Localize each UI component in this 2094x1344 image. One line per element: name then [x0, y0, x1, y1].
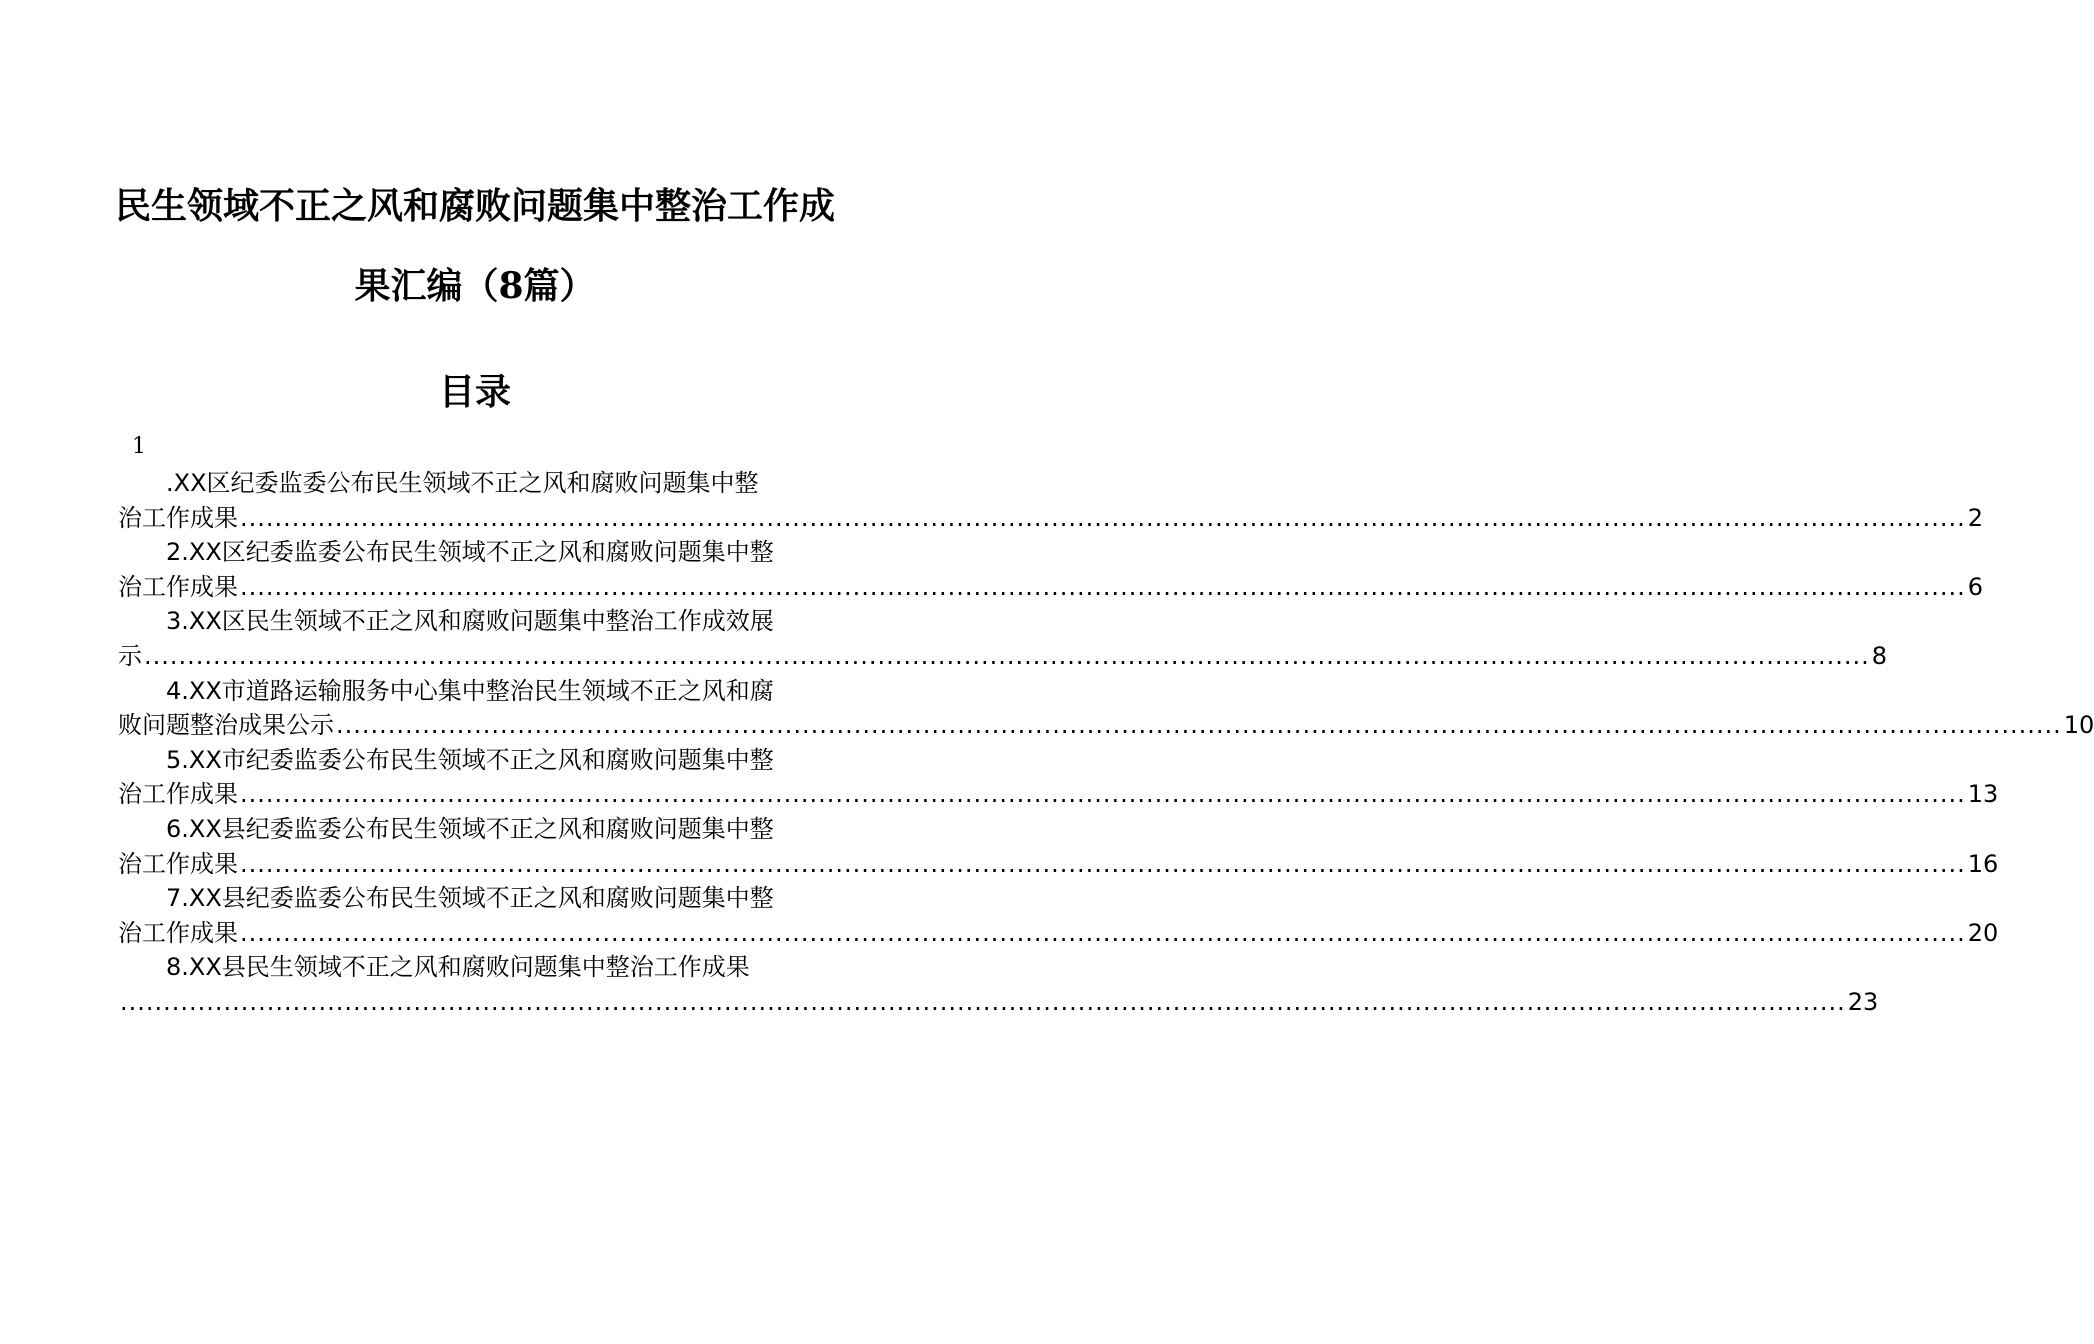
toc-entry-title[interactable]: .XX区纪委监委公布民生领域不正之风和腐败问题集中整 [166, 469, 759, 497]
toc-entry-title[interactable]: 2.XX区纪委监委公布民生领域不正之风和腐败问题集中整 [166, 538, 774, 567]
toc-page-number[interactable]: 23 [1847, 987, 1879, 1016]
toc-entry-4[interactable] [118, 674, 2094, 743]
toc-entry-title-cont[interactable]: 治工作成果 [118, 572, 238, 601]
dot-leader: ........................................................................................................................................................................................................ [240, 849, 1966, 878]
toc-entry-title-cont[interactable]: 治工作成果 [118, 849, 238, 878]
toc-page-number[interactable]: 13 [1967, 780, 1999, 809]
toc-page-number[interactable]: 2 [1967, 503, 1984, 532]
document-title [110, 166, 840, 326]
toc-entry-title-cont[interactable]: 治工作成果 [118, 503, 238, 532]
toc-heading: 目录 [438, 371, 511, 413]
table-of-contents [118, 466, 2094, 1020]
toc-entry-1[interactable] [118, 466, 1984, 535]
dot-leader: ........................................................................................................................................................................................................ [336, 711, 2062, 740]
dot-leader: ........................................................................................................................................................................................................ [240, 918, 1966, 947]
document-title-line-1: 民生领域不正之风和腐败问题集中整治工作成 [114, 185, 835, 227]
dot-leader: ........................................................................................................................................................................................................ [144, 641, 1870, 670]
toc-page-number[interactable]: 20 [1967, 918, 1999, 947]
toc-entry-title[interactable]: 4.XX市道路运输服务中心集中整治民生领域不正之风和腐 [166, 676, 774, 705]
footnote-marker: 1 [132, 434, 146, 459]
toc-entry-title[interactable]: 7.XX县纪委监委公布民生领域不正之风和腐败问题集中整 [166, 884, 774, 913]
toc-entry-2[interactable] [118, 535, 1984, 604]
dot-leader: ........................................................................................................................................................................................................ [120, 987, 1846, 1016]
toc-entry-8[interactable] [118, 950, 1879, 1019]
toc-entry-title[interactable]: 6.XX县纪委监委公布民生领域不正之风和腐败问题集中整 [166, 814, 774, 843]
toc-entry-title[interactable]: 5.XX市纪委监委公布民生领域不正之风和腐败问题集中整 [166, 745, 774, 774]
document-title-line-2: 果汇编（8篇） [354, 265, 596, 307]
dot-leader: ........................................................................................................................................................................................................ [240, 572, 1966, 601]
toc-entry-title[interactable]: 3.XX区民生领域不正之风和腐败问题集中整治工作成效展 [166, 607, 774, 636]
toc-entry-5[interactable] [118, 743, 1999, 812]
toc-entry-6[interactable] [118, 812, 1999, 881]
toc-entry-title-cont[interactable]: 败问题整治成果公示 [118, 711, 334, 740]
toc-entry-3[interactable] [118, 604, 1888, 673]
toc-entry-title-cont[interactable]: 示 [118, 641, 142, 670]
toc-entry-title[interactable]: 8.XX县民生领域不正之风和腐败问题集中整治工作成果 [166, 953, 750, 982]
toc-entry-title-cont[interactable]: 治工作成果 [118, 780, 238, 809]
toc-page-number[interactable]: 10 [2063, 711, 2094, 740]
toc-page-number[interactable]: 6 [1967, 572, 1984, 601]
toc-page-number[interactable]: 8 [1871, 641, 1888, 670]
dot-leader: ........................................................................................................................................................................................................ [240, 503, 1966, 532]
toc-entry-7[interactable] [118, 881, 1999, 950]
toc-page-number[interactable]: 16 [1967, 849, 1999, 878]
dot-leader: ........................................................................................................................................................................................................ [240, 780, 1966, 809]
toc-entry-title-cont[interactable]: 治工作成果 [118, 918, 238, 947]
